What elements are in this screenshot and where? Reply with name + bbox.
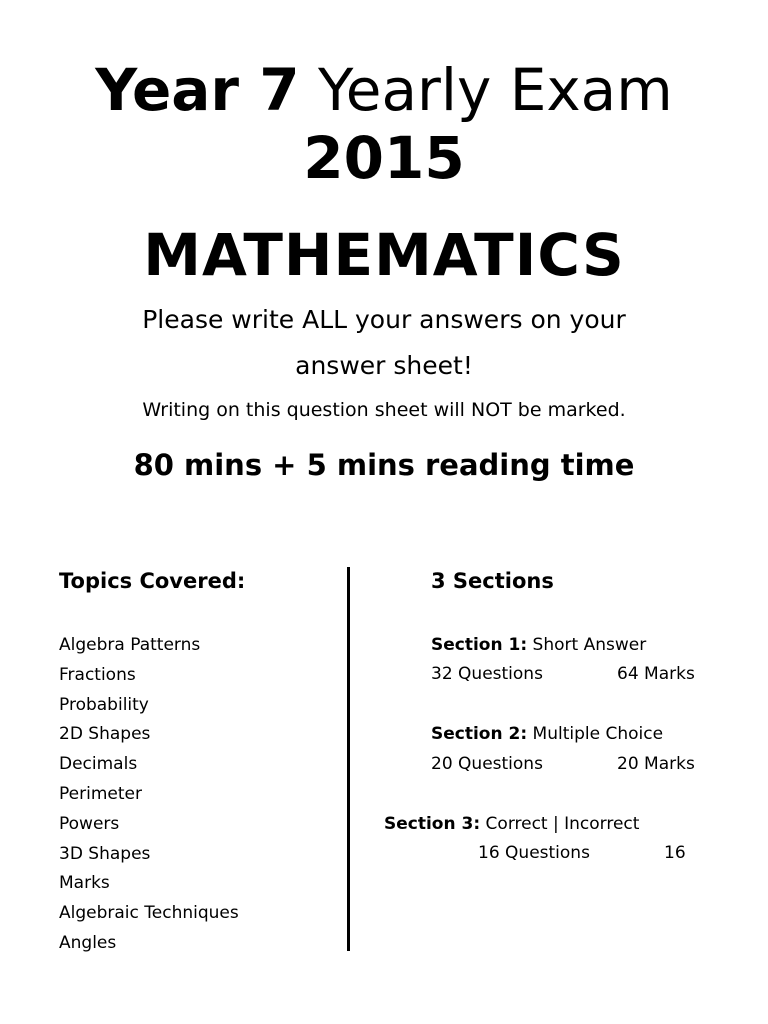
topic-item: 3D Shapes	[59, 843, 151, 864]
instruction-line-2: answer sheet!	[295, 351, 473, 380]
section-2-marks: 20 Marks	[617, 754, 695, 774]
topic-item: Marks	[59, 873, 110, 894]
section-2-title	[431, 722, 663, 746]
topic-item: 2D Shapes	[59, 724, 151, 745]
topics-heading: Topics Covered:	[59, 569, 246, 593]
section-2-name: Multiple Choice	[532, 724, 664, 744]
topic-item: Angles	[59, 932, 117, 953]
column-divider	[347, 567, 350, 951]
topic-item: Fractions	[59, 664, 136, 685]
topic-item: Perimeter	[59, 783, 142, 804]
topic-item: Powers	[59, 813, 120, 834]
exam-title-year-level: Year 7	[95, 56, 300, 124]
section-3-questions: 16 Questions	[478, 843, 590, 863]
exam-year: 2015	[303, 124, 465, 192]
marking-note: Writing on this question sheet will NOT be marked.	[142, 399, 626, 421]
section-3-label: Section 3:	[384, 814, 481, 834]
section-1-label: Section 1:	[431, 635, 528, 655]
topic-item: Algebra Patterns	[59, 635, 201, 655]
section-3-name: Correct | Incorrect	[485, 814, 640, 834]
sections-heading: 3 Sections	[431, 569, 554, 593]
section-3-marks: 16	[664, 843, 686, 863]
topics-list	[59, 631, 239, 959]
section-2-label: Section 2:	[431, 724, 528, 744]
topic-item: Decimals	[59, 754, 138, 775]
section-1-marks: 64 Marks	[617, 664, 695, 684]
exam-title	[0, 56, 768, 124]
topic-item: Probability	[59, 694, 149, 715]
topic-item: Algebraic Techniques	[59, 903, 239, 924]
exam-subject: MATHEMATICS	[143, 221, 625, 289]
exam-title-type: Yearly Exam	[318, 56, 673, 124]
section-1-questions: 32 Questions	[431, 664, 543, 684]
section-1-name: Short Answer	[532, 635, 647, 655]
section-3-title	[384, 812, 639, 836]
exam-duration: 80 mins + 5 mins reading time	[133, 448, 635, 482]
section-1-title	[431, 633, 646, 657]
instruction-line-1: Please write ALL your answers on your	[142, 305, 626, 334]
section-2-questions: 20 Questions	[431, 754, 543, 774]
